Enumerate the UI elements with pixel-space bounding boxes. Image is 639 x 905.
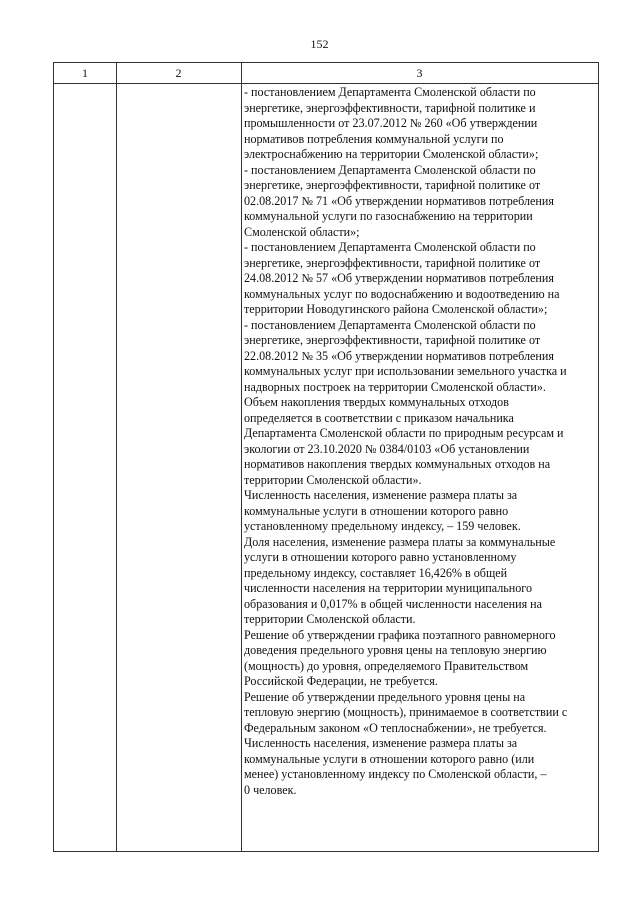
paragraph-population-at-or-below-index: Численность населения, изменение размера платы за коммунальные услуги в отношении которого равно (или менее) установленному индексу по Смоленской области, – 0 человек. bbox=[244, 736, 547, 797]
paragraph-population-count: Численность населения, изменение размера платы за коммунальные услуги в отношении которого равно установленному предельному индексу, – 159 человек. bbox=[244, 488, 521, 533]
document-table bbox=[53, 62, 599, 852]
paragraph-heat-price-limit: Решение об утверждении предельного уровня цены на тепловую энергию (мощность), принимаемое в соответствии с Федеральным законом «О теплоснабжении», не требуется. bbox=[244, 689, 568, 735]
column-header-1: 1 bbox=[82, 66, 88, 80]
paragraph-gas-norms: - постановлением Департамента Смоленской области по энергетике, энергоэффективности, тарифной политике от 02.08.2017 № 71 «Об утверждении нормативов потребления коммунальной услуги по газоснабжению на территории Смоленской области»; bbox=[244, 162, 554, 239]
paragraph-waste-volume: Объем накопления твердых коммунальных отходов определяется в соответствии с приказом начальника Департамента Смоленской области по природным ресурсам и экологии от 23.10.2020 № 0384/0103 «Об установлении нормативов накопления твердых коммунальных отходов на территории Смоленской области». bbox=[244, 395, 564, 487]
paragraph-land-plot-norms: - постановлением Департамента Смоленской области по энергетике, энергоэффективности, тарифной политике от 22.08.2012 № 35 «Об утверждении нормативов потребления коммунальных услуг при использовании земельного участка и надворных построек на территории Смоленской области». bbox=[244, 317, 567, 394]
paragraph-heat-price-schedule: Решение об утверждении графика поэтапного равномерного доведения предельного уровня цены на тепловую энергию (мощность) до уровня, определяемого Правительством Российской Федерации, не требуется. bbox=[244, 627, 556, 688]
column-divider bbox=[241, 63, 242, 851]
column-divider bbox=[116, 63, 117, 851]
paragraph-water-norms: - постановлением Департамента Смоленской области по энергетике, энергоэффективности, тарифной политике от 24.08.2012 № 57 «Об утверждении нормативов потребления коммунальных услуг по водоснабжению и водоотведению на территории Новодугинского района Смоленской области»; bbox=[244, 240, 560, 316]
column-3-content bbox=[244, 85, 593, 798]
table-header-row bbox=[54, 63, 598, 84]
paragraph-electricity-norms: - постановлением Департамента Смоленской области по энергетике, энергоэффективности, тарифной политике и промышленности от 23.07.2012 № 260 «Об утверждении нормативов потребления коммунальной услуги по электроснабжению на территории Смоленской области»; bbox=[244, 85, 539, 161]
page-number: 152 bbox=[310, 37, 329, 51]
column-header-3: 3 bbox=[416, 66, 423, 80]
paragraph-population-share: Доля населения, изменение размера платы за коммунальные услуги в отношении которого равно установленному предельному индексу, составляет 16,426% в общей численности населения на территории муниципального образования и 0,017% в общей численности населения на территории Смоленской области. bbox=[244, 534, 556, 626]
column-header-2: 2 bbox=[175, 66, 182, 80]
